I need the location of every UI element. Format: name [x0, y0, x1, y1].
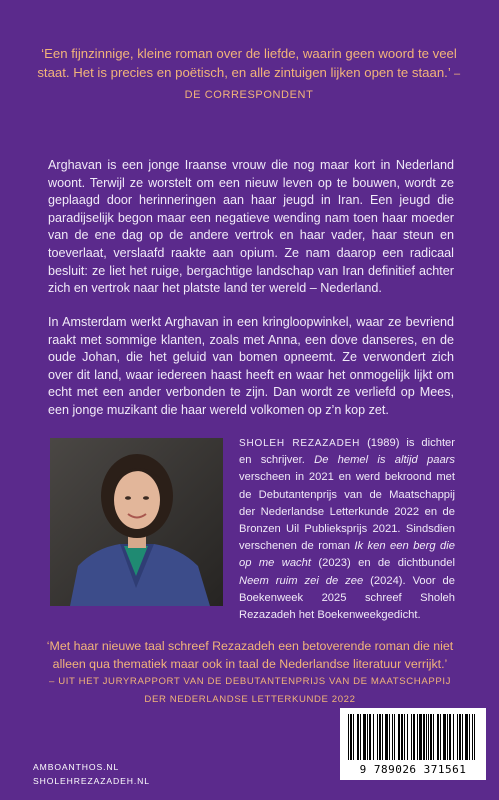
author-bio [239, 435, 455, 624]
barcode [340, 708, 486, 780]
bottom-quote-source-1: – UIT HET JURYRAPPORT VAN DE DEBUTANTENPRIJS VAN DE MAATSCHAPPIJ [49, 676, 451, 687]
blurb-paragraph-1: Arghavan is een jonge Iraanse vrouw die nog maar kort in Nederland woont. Terwijl ze worstelt om een nieuw leven op te bouwen, wordt ze geplaagd door herinneringen aan haar jeugd in Iran. Een jeugd die paradijselijk begon maar een negatieve wending nam toen haar moeder van de ene dag op de andere vertrok en haar vader, haar steun en toeverlaat, verslaafd raakte aan opium. Ze nam daarop een radicaal besluit: ze liet het ruige, bergachtige landschap van Iran definitief achter zich en vertrok naar het platste land ter wereld – Nederland. [48, 158, 454, 296]
isbn-number: 9 789026 371561 [359, 763, 467, 776]
top-quote [34, 44, 464, 105]
author-name: SHOLEH REZAZADEH [239, 438, 361, 449]
bio-text-1: (1989) is dichter en schrijver. [239, 437, 456, 467]
bottom-quote-source-2: DER NEDERLANDSE LETTERKUNDE 2022 [144, 694, 356, 705]
book-title-2: Ik ken een berg die op me wacht [239, 540, 455, 570]
publisher-url: AMBOANTHOS.NL [33, 762, 120, 772]
bottom-quote [34, 637, 466, 709]
website-links [33, 760, 150, 788]
blurb-paragraph-2: In Amsterdam werkt Arghavan in een kringloopwinkel, waar ze bevriend raakt met sommige klanten, zoals met Anna, een dove danseres, en de oude Johan, die het geluid van bomen opneemt. Ze verwondert zich over dit land, waar iedereen haast heeft en waar het onmogelijk lijkt om echt met een ander verbonden te zijn. Dan wordt ze verliefd op Mees, een jonge muzikant die haar wereld volkomen op z’n kop zet. [48, 315, 454, 417]
top-quote-source: – DE CORRESPONDENT [184, 68, 461, 101]
author-photo [50, 438, 223, 606]
bio-text-4: (2024). Voor de Boekenweek 2025 schreef Sholeh Rezazadeh het Boekenweekgedicht. [239, 574, 455, 622]
bio-text-3: (2023) en de dichtbundel [310, 557, 455, 570]
bottom-quote-text: ‘Met haar nieuwe taal schreef Rezazadeh een betoverende roman die niet alleen qua thematiek maar ook in taal de Nederlandse literatuur verrijkt.’ [46, 639, 454, 671]
book-title-3: Neem ruim zei de zee [239, 574, 364, 587]
top-quote-text: ‘Een fijnzinnige, kleine roman over de liefde, waarin geen woord te veel staat. Het is precies en poëtisch, en alle zintuigen lijken open te staan.’ [37, 46, 457, 80]
author-url: SHOLEHREZAZADEH.NL [33, 776, 150, 786]
author-portrait-illustration [50, 438, 223, 606]
bio-text-2: verscheen in 2021 en werd bekroond met de Debutantenprijs van de Maatschappij der Nederlandse Letterkunde 2022 en de Bronzen Uil Publieksprijs 2021. Sindsdien verschenen de roman [239, 471, 455, 553]
book-title-1: De hemel is altijd paars [314, 454, 455, 467]
barcode-bars-icon [346, 714, 480, 760]
